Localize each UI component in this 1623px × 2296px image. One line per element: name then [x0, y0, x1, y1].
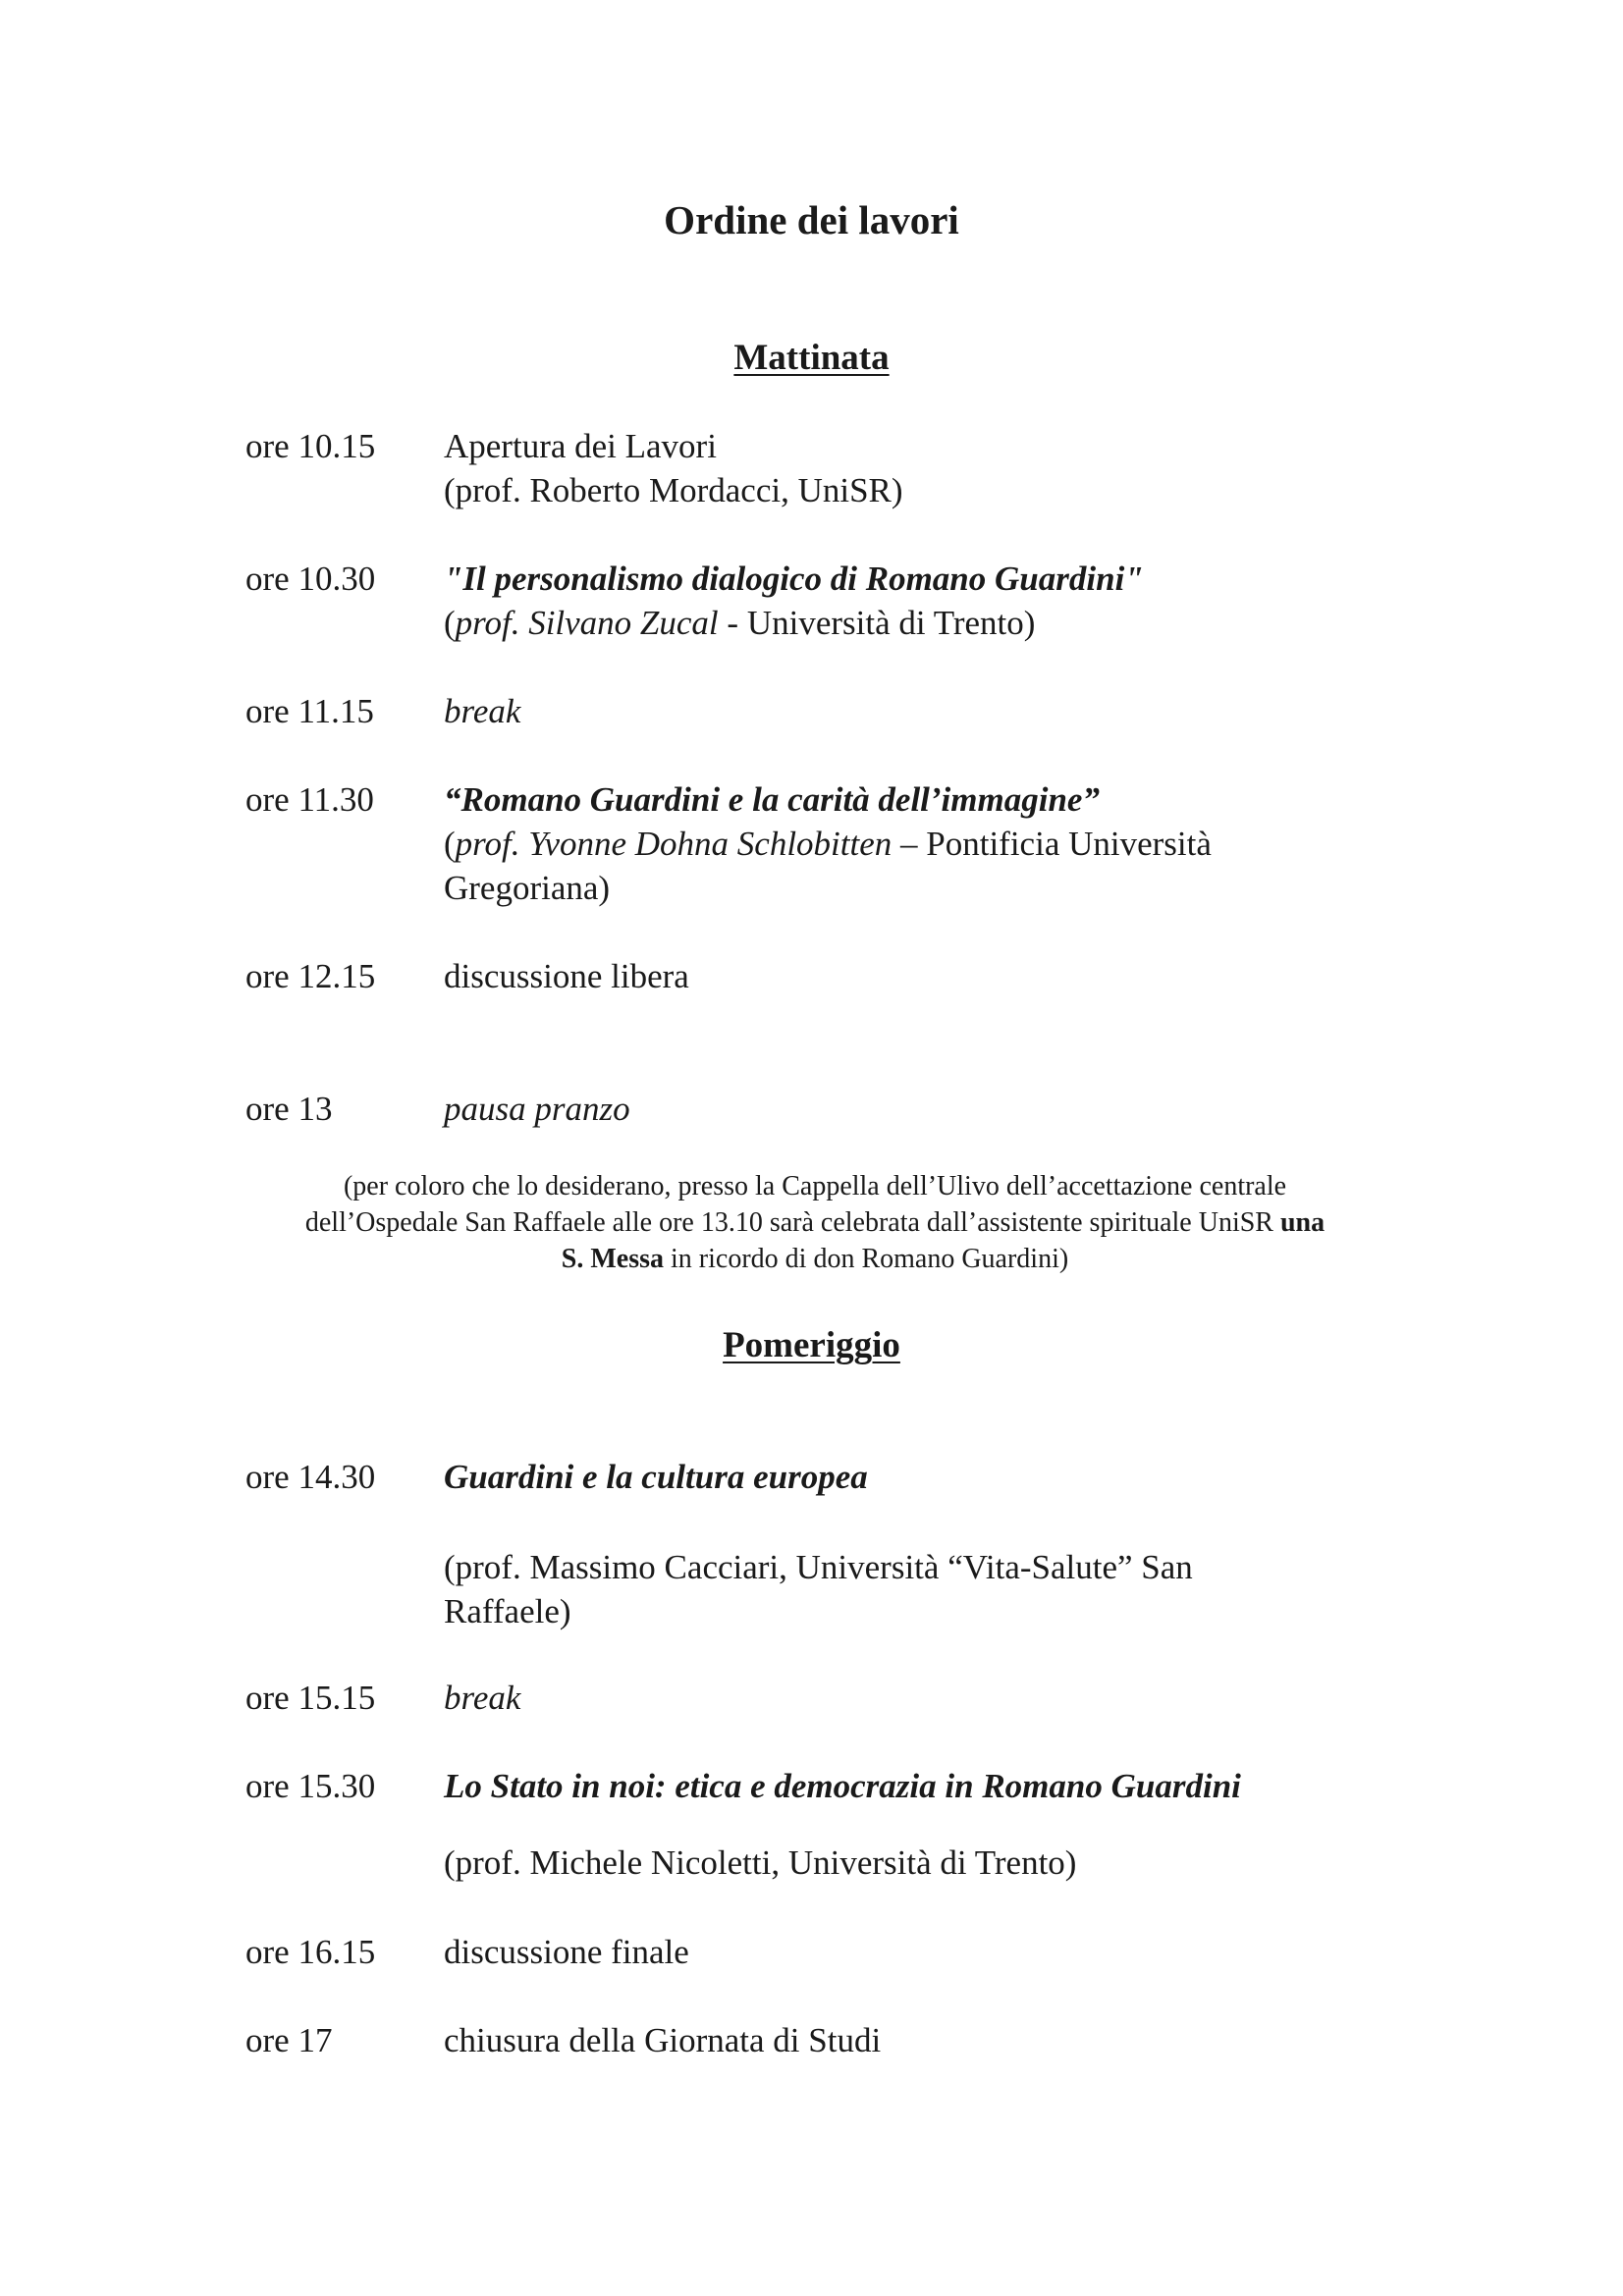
schedule-entry [245, 1676, 1375, 1720]
speaker-open: ( [444, 604, 456, 642]
note-line [236, 1241, 1394, 1277]
schedule-entry [245, 1930, 1375, 1974]
entry-time: ore 10.30 [245, 560, 376, 598]
entry-title: discussione finale [444, 1933, 689, 1971]
entry-title: Guardini e la cultura europea [444, 1458, 868, 1496]
schedule-entry [245, 777, 1375, 910]
schedule-entry [245, 1455, 1375, 1633]
schedule-entry [245, 1764, 1375, 1885]
entry-speaker: (prof. Roberto Mordacci, UniSR) [444, 471, 903, 509]
schedule-entry [245, 2018, 1375, 2062]
entry-title: chiusura della Giornata di Studi [444, 2021, 882, 2059]
entry-speaker: (prof. Massimo Cacciari, Università “Vita-Salute” San [444, 1548, 1193, 1586]
note-text: dell’Ospedale San Raffaele alle ore 13.10 sarà celebrata dall’assistente spirituale UniSR [304, 1207, 1280, 1238]
entry-time: ore 13 [245, 1090, 333, 1128]
entry-speaker-continued: Gregoriana) [444, 869, 611, 907]
entry-time: ore 14.30 [245, 1458, 376, 1496]
schedule-entry [245, 1087, 1375, 1131]
schedule-entry [245, 424, 1375, 512]
entry-title: pausa pranzo [444, 1090, 630, 1128]
speaker-name: prof. Yvonne Dohna Schlobitten [455, 825, 893, 863]
speaker-affiliation: - Università di Trento) [718, 604, 1036, 642]
entry-title: Apertura dei Lavori [444, 427, 717, 465]
entry-title: break [444, 1679, 521, 1717]
entry-time: ore 10.15 [245, 427, 376, 465]
note-bold-text: S. Messa [561, 1244, 665, 1274]
entry-title: break [444, 692, 521, 730]
entry-time: ore 12.15 [245, 957, 376, 995]
entry-title: "Il personalismo dialogico di Romano Guardini" [444, 560, 1144, 598]
entry-title: Lo Stato in noi: etica e democrazia in Romano Guardini [444, 1767, 1241, 1805]
entry-time: ore 16.15 [245, 1933, 376, 1971]
entry-title: “Romano Guardini e la carità dell’immagine” [444, 780, 1100, 819]
note-line: (per coloro che lo desiderano, presso la Cappella dell’Ulivo dell’accettazione centrale [343, 1171, 1287, 1201]
speaker-open: ( [444, 825, 456, 863]
mass-note [236, 1168, 1394, 1277]
page-title: Ordine dei lavori [664, 197, 959, 242]
schedule-entry [245, 689, 1375, 733]
schedule-entry [245, 557, 1375, 645]
section-heading-pomeriggio: Pomeriggio [723, 1325, 900, 1365]
entry-title: discussione libera [444, 957, 689, 995]
section-heading-mattinata: Mattinata [733, 338, 890, 378]
entry-speaker-continued: Raffaele) [444, 1592, 571, 1630]
entry-speaker: (prof. Michele Nicoletti, Università di Trento) [444, 1843, 1077, 1882]
speaker-affiliation: – Pontificia Università [892, 825, 1212, 863]
entry-time: ore 11.30 [245, 780, 374, 819]
note-text: in ricordo di don Romano Guardini) [664, 1244, 1069, 1274]
speaker-name: prof. Silvano Zucal [455, 604, 719, 642]
schedule-entry [245, 954, 1375, 998]
entry-time: ore 11.15 [245, 692, 374, 730]
entry-time: ore 15.15 [245, 1679, 376, 1717]
entry-time: ore 17 [245, 2021, 333, 2059]
entry-speaker [444, 601, 1375, 645]
entry-speaker [444, 822, 1375, 866]
entry-time: ore 15.30 [245, 1767, 376, 1805]
note-line [236, 1204, 1394, 1241]
note-bold-text: una [1279, 1207, 1325, 1238]
